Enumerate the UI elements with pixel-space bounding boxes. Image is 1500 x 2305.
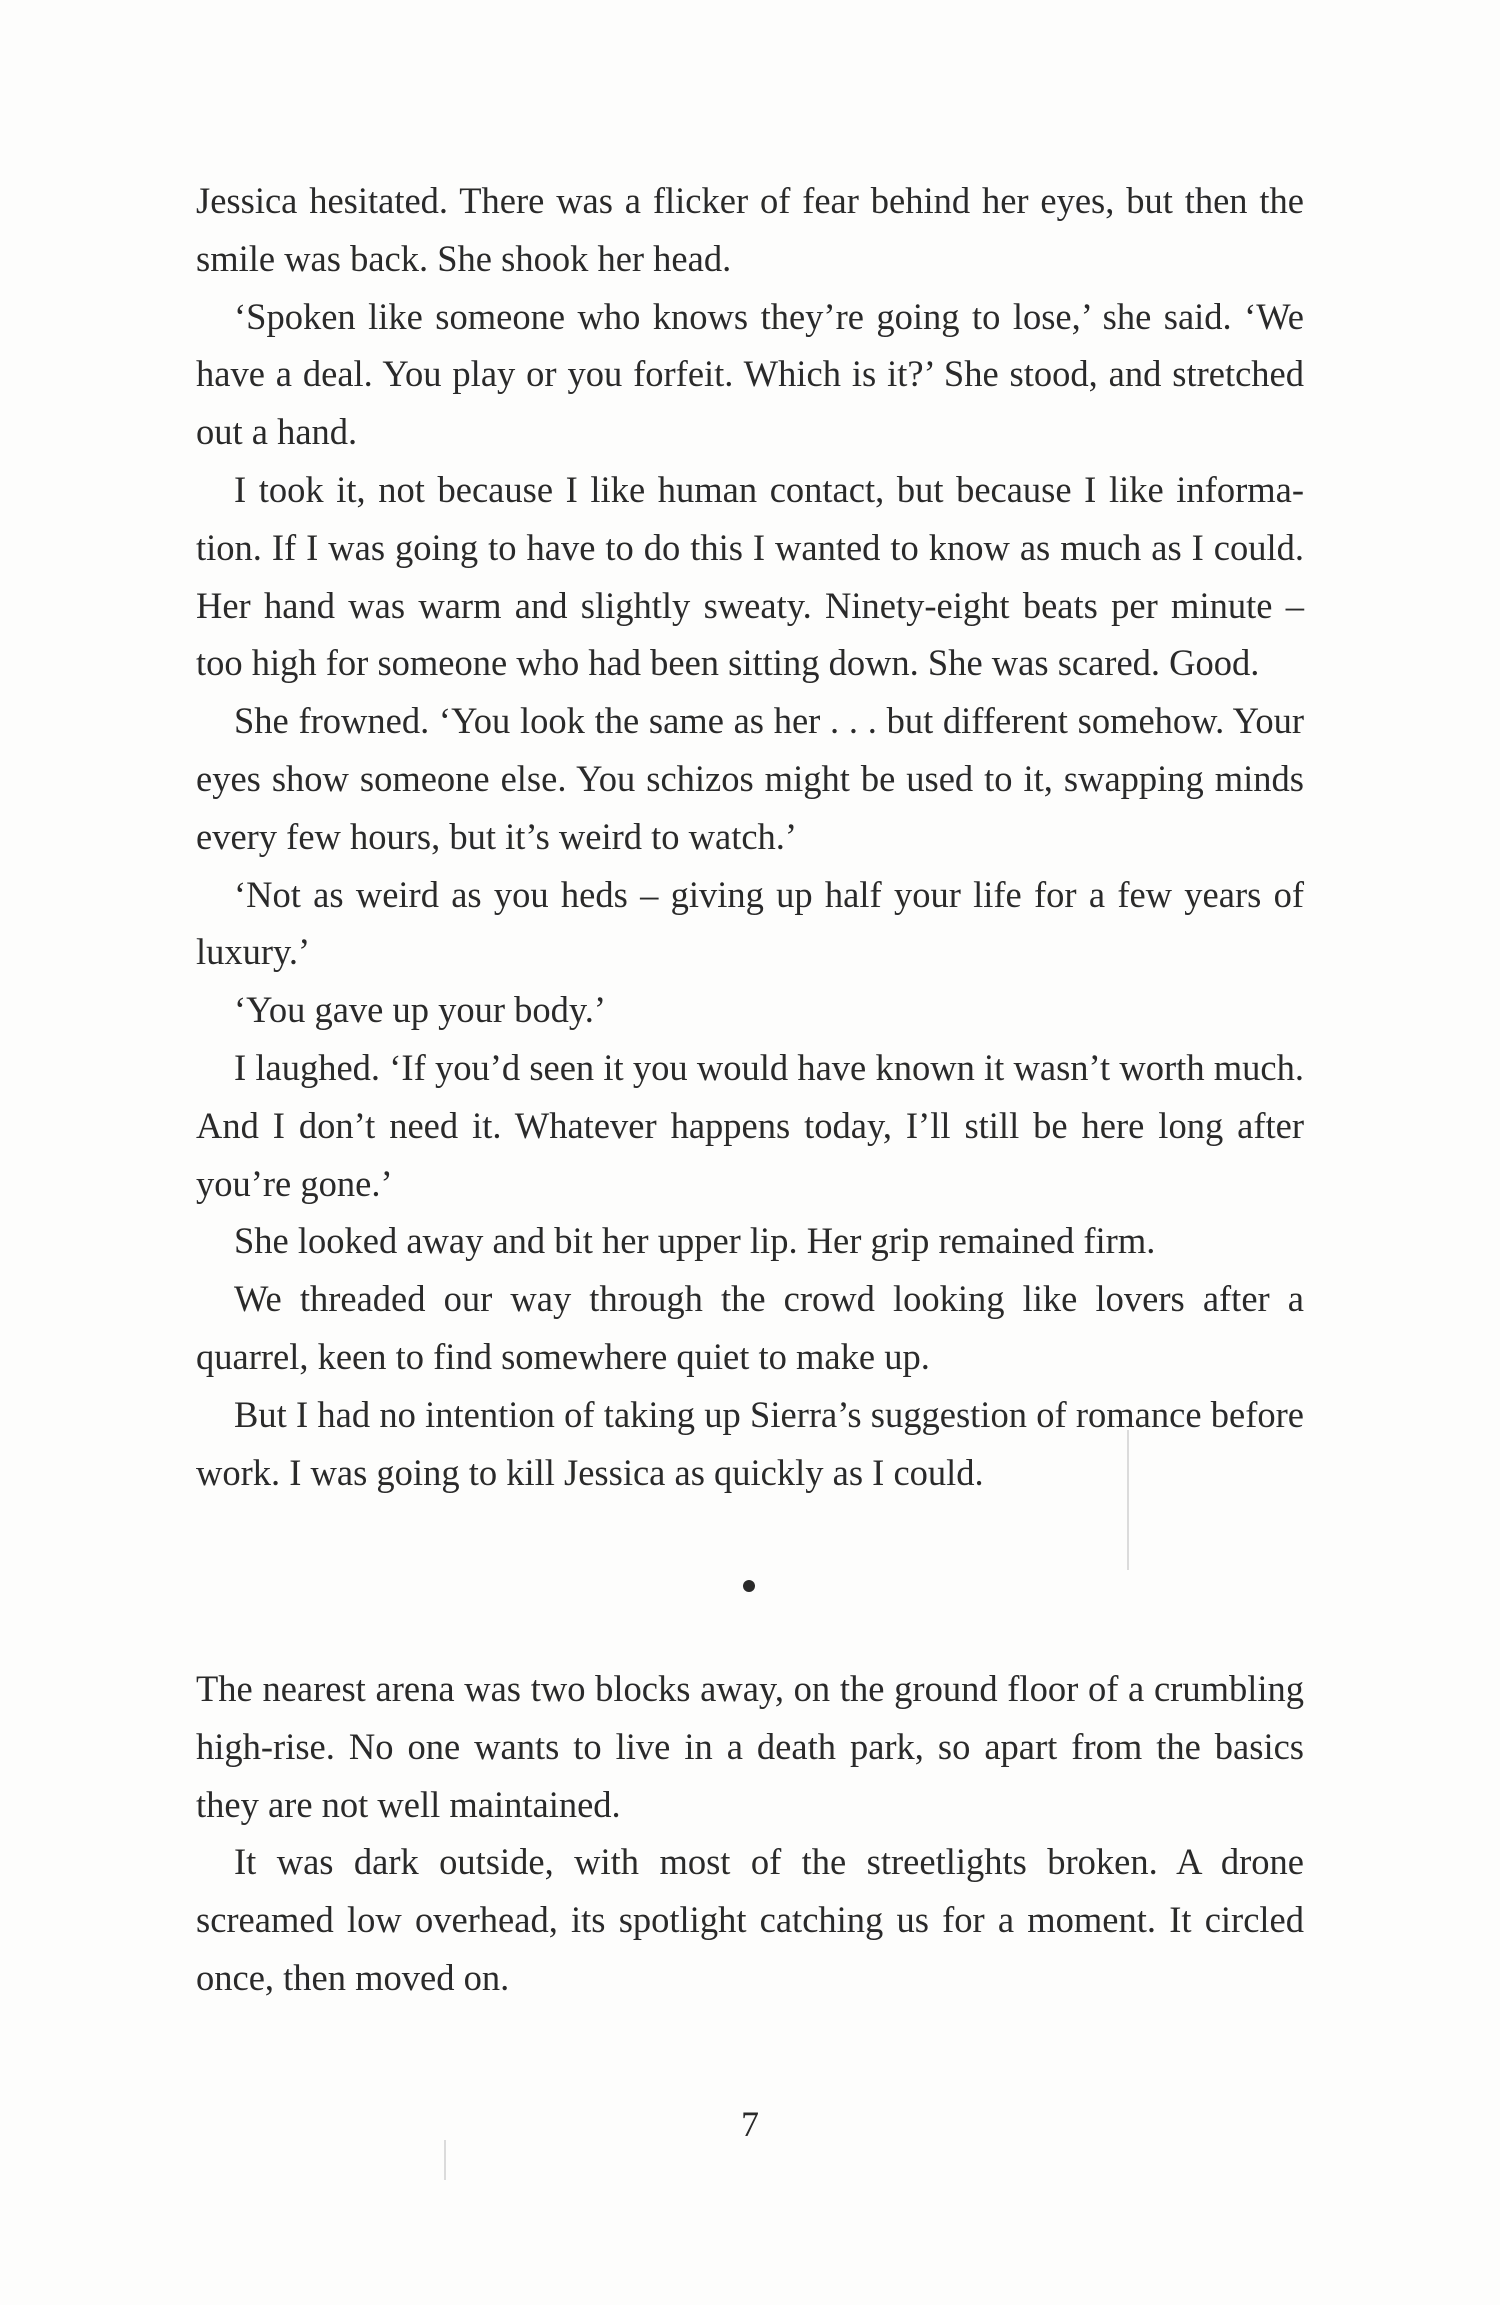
paragraph: She frowned. ‘You look the same as her . . . but different somehow. Your eyes show someone else. You schizos might be used to it, swapping minds every few hours, but it’s weird to watch.’ xyxy=(196,700,1304,857)
page-number: 7 xyxy=(741,2104,759,2144)
paragraph: ‘Not as weird as you heds – giving up half your life for a few years of luxury.’ xyxy=(196,873,1304,973)
paragraph: ‘You gave up your body.’ xyxy=(234,989,607,1031)
paragraph: It was dark outside, with most of the streetlights broken. A drone screamed low overhead, its spotlight catching us for a moment. It circled once, then moved on. xyxy=(196,1841,1304,1998)
body-text-section-2 xyxy=(196,1660,1304,2007)
paragraph: Jessica hesitated. There was a flicker of fear behind her eyes, but then the smile was back. She shook her head. xyxy=(196,180,1304,279)
paragraph: I laughed. ‘If you’d seen it you would have known it wasn’t worth much. And I don’t need it. Whatever happens today, I’ll still be here long after you’re gone.’ xyxy=(196,1046,1304,1204)
paragraph: The nearest arena was two blocks away, on the ground floor of a crumbling high-rise. No one wants to live in a death park, so apart from the basics they are not well maintained. xyxy=(196,1668,1304,1825)
paragraph: We threaded our way through the crowd looking like lovers after a quarrel, keen to find somewhere quiet to make up. xyxy=(196,1278,1304,1377)
paragraph: I took it, not because I like human contact, but because I like information. If I was going to have to do this I wanted to know as much as I could. Her hand was warm and slightly sweaty. Ninety-eight beats per minute – too high for someone who had been sitting down. She was scared. Good. xyxy=(196,468,1304,684)
body-text-section-1 xyxy=(196,172,1304,1501)
paragraph: ‘Spoken like someone who knows they’re going to lose,’ she said. ‘We have a deal. You play or you forfeit. Which is it?’ She stood, and stretched out a hand. xyxy=(196,295,1304,453)
paragraph: But I had no intention of taking up Sierra’s suggestion of romance before work. I was going to kill Jessica as quickly as I could. xyxy=(196,1393,1304,1493)
paragraph: She looked away and bit her upper lip. Her grip remained firm. xyxy=(234,1220,1156,1262)
section-break-bullet xyxy=(743,1580,755,1592)
